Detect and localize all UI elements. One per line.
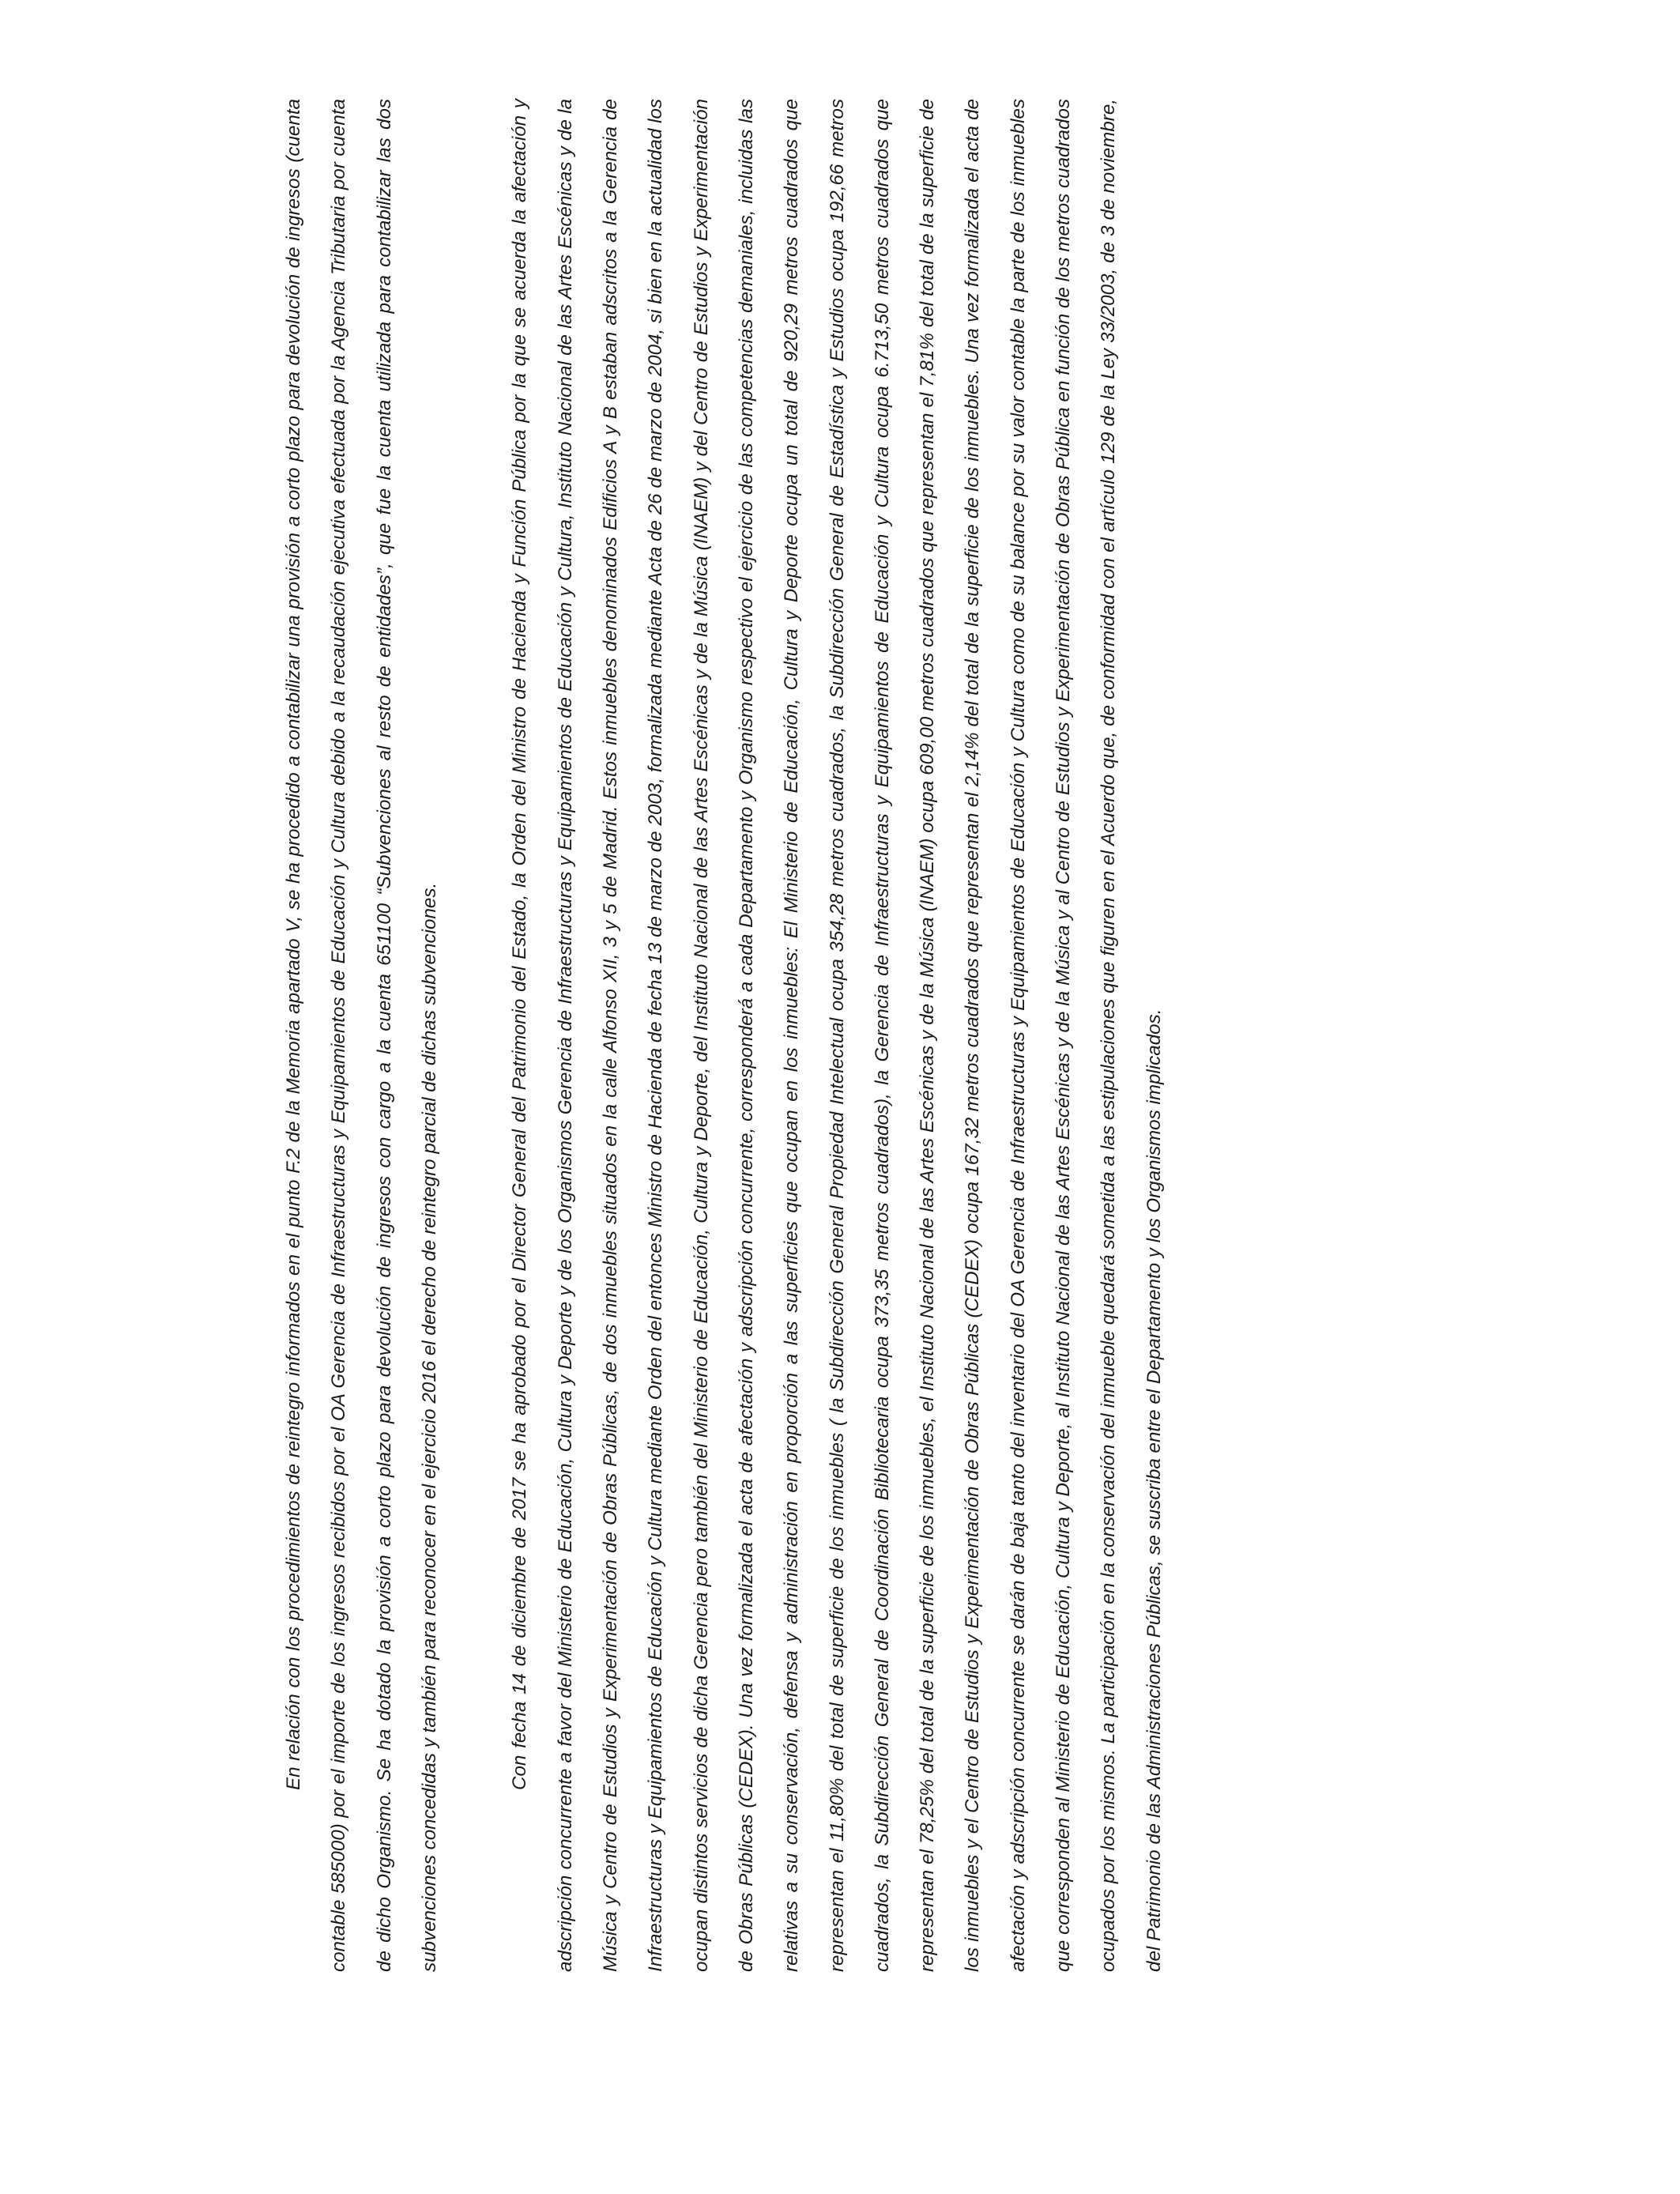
paragraph-reintegro: En relación con los procedimientos de reintegro informados en el punto F.2 de la Memoria apartado V, se ha procedido a contabilizar una provisión a corto plazo para devolución de ingresos (cuenta contable 585000) por el importe de los ingresos recibidos por el OA Gerencia de Infraestructuras y Equipamientos de Educación y Cultura debido a la recaudación ejecutiva efectuada por la Agencia Tributaria por cuenta de dicho Organismo. Se ha dotado la provisión a corto plazo para devolución de ingresos con cargo a la cuenta 651100 “Subvenciones al resto de entidades”, que fue la cuenta utilizada para contabilizar las dos subvenciones concedidas y también para reconocer en el ejercicio 2016 el derecho de reintegro parcial de dichas subvenciones. <box>283 99 440 1972</box>
paragraph-afectacion-inmuebles: Con fecha 14 de diciembre de 2017 se ha aprobado por el Director General del Patrimonio del Estado, la Orden del Ministro de Hacienda y Función Pública por la que se acuerda la afectación y adscripción concurrente a favor del Ministerio de Educación, Cultura y Deporte y de los Organismos Gerencia de Infraestructuras y Equipamientos de Educación y Cultura, Instituto Nacional de las Artes Escénicas y de la Música y Centro de Estudios y Experimentación de Obras Públicas, de dos inmuebles situados en la calle Alfonso XII, 3 y 5 de Madrid. Estos inmuebles denominados Edificios A y B estaban adscritos a la Gerencia de Infraestructuras y Equipamientos de Educación y Cultura mediante Orden del entonces Ministro de Hacienda de fecha 13 de marzo de 2003, formalizada mediante Acta de 26 de marzo de 2004, si bien en la actualidad los ocupan distintos servicios de dicha Gerencia pero también del Ministerio de Educación, Cultura y Deporte, del Instituto Nacional de las Artes Escénicas y de la Música (INAEM) y del Centro de Estudios y Experimentación de Obras Públicas (CEDEX). Una vez formalizada el acta de afectación y adscripción concurrente, corresponderá a cada Departamento y Organismo respectivo el ejercicio de las competencias demaniales, incluidas las relativas a su conservación, defensa y administración en proporción a las superficies que ocupan en los inmuebles: El Ministerio de Educación, Cultura y Deporte ocupa un total de 920,29 metros cuadrados que representan el 11,80% del total de superficie de los inmuebles ( la Subdirección General Propiedad Intelectual ocupa 354,28 metros cuadrados, la Subdirección General de Estadística y Estudios ocupa 192,66 metros cuadrados, la Subdirección General de Coordinación Bibliotecaria ocupa 373,35 metros cuadrados), la Gerencia de Infraestructuras y Equipamientos de Educación y Cultura ocupa 6.713,50 metros cuadrados que representan el 78,25% del total de la superficie de los inmuebles, el Instituto Nacional de las Artes Escénicas y de la Música (INAEM) ocupa 609,00 metros cuadrados que representan el 7,81% del total de la superficie de los inmuebles y el Centro de Estudios y Experimentación de Obras Públicas (CEDEX) ocupa 167,32 metros cuadrados que representan el 2,14% del total de la superficie de los inmuebles. Una vez formalizada el acta de afectación y adscripción concurrente se darán de baja tanto del inventario del OA Gerencia de Infraestructuras y Equipamientos de Educación y Cultura como de su balance por su valor contable la parte de los inmuebles que corresponden al Ministerio de Educación, Cultura y Deporte, al Instituto Nacional de las Artes Escénicas y de la Música y al Centro de Estudios y Experimentación de Obras Pública en función de los metros cuadrados ocupados por los mismos. La participación en la conservación del inmueble quedará sometida a las estipulaciones que figuren en el Acuerdo que, de conformidad con el artículo 129 de la Ley 33/2003, de 3 de noviembre, del Patrimonio de las Administraciones Públicas, se suscriba entre el Departamento y los Organismos implicados. <box>509 99 1165 1972</box>
rotated-text-block <box>271 99 1251 1972</box>
